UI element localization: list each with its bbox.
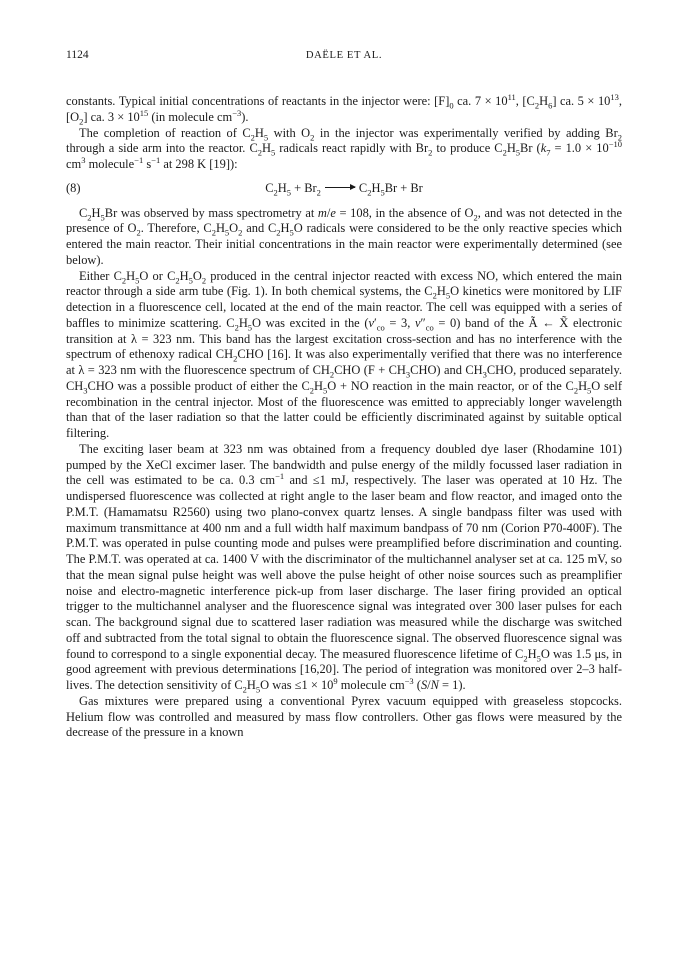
page-number: 1124 bbox=[66, 49, 89, 61]
article-body bbox=[66, 91, 623, 741]
running-title: DAËLE ET AL. bbox=[305, 50, 383, 61]
paragraph: The exciting laser beam at 323 nm was obtained from a frequency doubled dye laser (Rhodamine 101) pumped by the XeCl excimer laser. The bandwidth and pulse energy of the mildly focussed laser radiation in the cell was estimated to be ca. 0.3 $cm^{-1}$ and ≤1 mJ, respectively. The laser was operated at 10 Hz. The undispersed fluorescence was collected at right angle to the laser beam and flow reactor, and imaged onto the P.M.T. (Hamamatsu R2560) using two plano-convex quartz lenses. A single bandpass filter was used with maximum transmittance at 400 nm and a full width half maximum bandpass of 70 nm (Corion P70-400F). The P.M.T. was operated in pulse counting mode and pulses were preamplified before discrimination and counting. The P.M.T. was operated at ca. 1400 V with the discriminator of the multichannel analyser set at ca. 125 mV, so that the mean signal pulse height was well above the pulse height of other noise sources such as preamplifier noise and electro-magnetic interference pick-up from laser discharge. The laser firing provided an optical trigger to the multichannel analyser and the fluorescence signal was integrated over 300 laser pulses for each scan. The background signal due to scattered laser radiation was measured while the discharge was switched off and subtracted from the total signal to obtain the fluorescence signal. The observed fluorescence signal was found to correspond to a single exponential decay. The measured fluorescence lifetime of $C_2H_5O$ was 1.5 μs, in good agreement with previous determinations [16,20]. The period of integration was monitored over 2–3 half-lives. The detection sensitivity of $C_2H_5O$ was $\le 1 \times 10^9$ molecule $cm^{-3}$ (S/N = 1). bbox=[66, 441, 622, 695]
page bbox=[66, 48, 622, 741]
reaction-reactants: $C_2H_5 + Br_2$ bbox=[265, 180, 321, 198]
reaction-arrow-icon bbox=[325, 187, 355, 188]
equation-number: (8) bbox=[66, 180, 81, 195]
paragraph: Gas mixtures were prepared using a conventional Pyrex vacuum equipped with greaseless stopcocks. Helium flow was controlled and measured by mass flow controllers. Other gas flows were measured by the decrease of the pressure in a known bbox=[66, 693, 622, 740]
reaction bbox=[66, 181, 622, 197]
paragraph-continued: constants. Typical initial concentrations of reactants in the injector were: $[F]_0$ ca. $7 \times 10^{11}$, $[C_2H_6]$ ca. $5 \times 10^{13}$, $[O_2]$ ca. $3 \times 10^{15}$ (in molecule $cm^{-3}$). bbox=[66, 91, 623, 127]
paragraph: $C_2H_5Br$ was observed by mass spectrometry at m/e = 108, in the absence of $O_2$, and was not detected in the presence of $O_2$. Therefore, $C_2H_5O_2$ and $C_2H_5O$ radicals were considered to be the only reactive species which entered the main reactor. Their initial concentrations in the main reactor were experimentally determined (see below). bbox=[66, 205, 623, 267]
reaction-products: $C_2H_5Br + Br$ bbox=[358, 180, 423, 198]
page-header bbox=[66, 48, 622, 64]
paragraph: The completion of reaction of $C_2H_5$ with $O_2$ in the injector was experimentally verified by adding $Br_2$ through a side arm into the reactor. $C_2H_5$ radicals react rapidly with $Br_2$ to produce $C_2H_5Br$ ($k_7 = 1.0 \times 10^{-10}$ $cm^3$ molecule$^{-1}$ $s^{-1}$ at 298 K [19]): bbox=[66, 125, 622, 171]
equation-8 bbox=[66, 181, 622, 197]
paragraph: Either $C_2H_5O$ or $C_2H_5O_2$ produced in the central injector reacted with excess NO, which entered the main reactor through a side arm tube (Fig. 1). In both chemical systems, the $C_2H_5O$ kinetics were monitored by LIF detection in a fluorescence cell, located at the end of the main reactor. The cell was equipped with a series of baffles to minimize scattering. $C_2H_5O$ was excited in the ($v'_{co} = 3$, $v''_{co} = 0$) band of the Ã ← X̃ electronic transition at λ = 323 nm. This band has the largest excitation cross-section and has no interference with the spectrum of ethenoxy radical $CH_2CHO$ [16]. It was also experimentally verified that there was no interference at λ = 323 nm with the fluorescence spectrum of $CH_2CHO$ $(F + CH_3CHO)$ and $CH_3CHO$, produced separately. $CH_3CHO$ was a possible product of either the $C_2H_5O$ + NO reaction in the main reactor, or of the $C_2H_5O$ self recombination in the central injector. Most of the fluorescence was emitted to appreciably longer wavelength than that of the laser radiation so that the latter could be efficiently discriminated against by suitable optical filtering. bbox=[66, 268, 623, 440]
